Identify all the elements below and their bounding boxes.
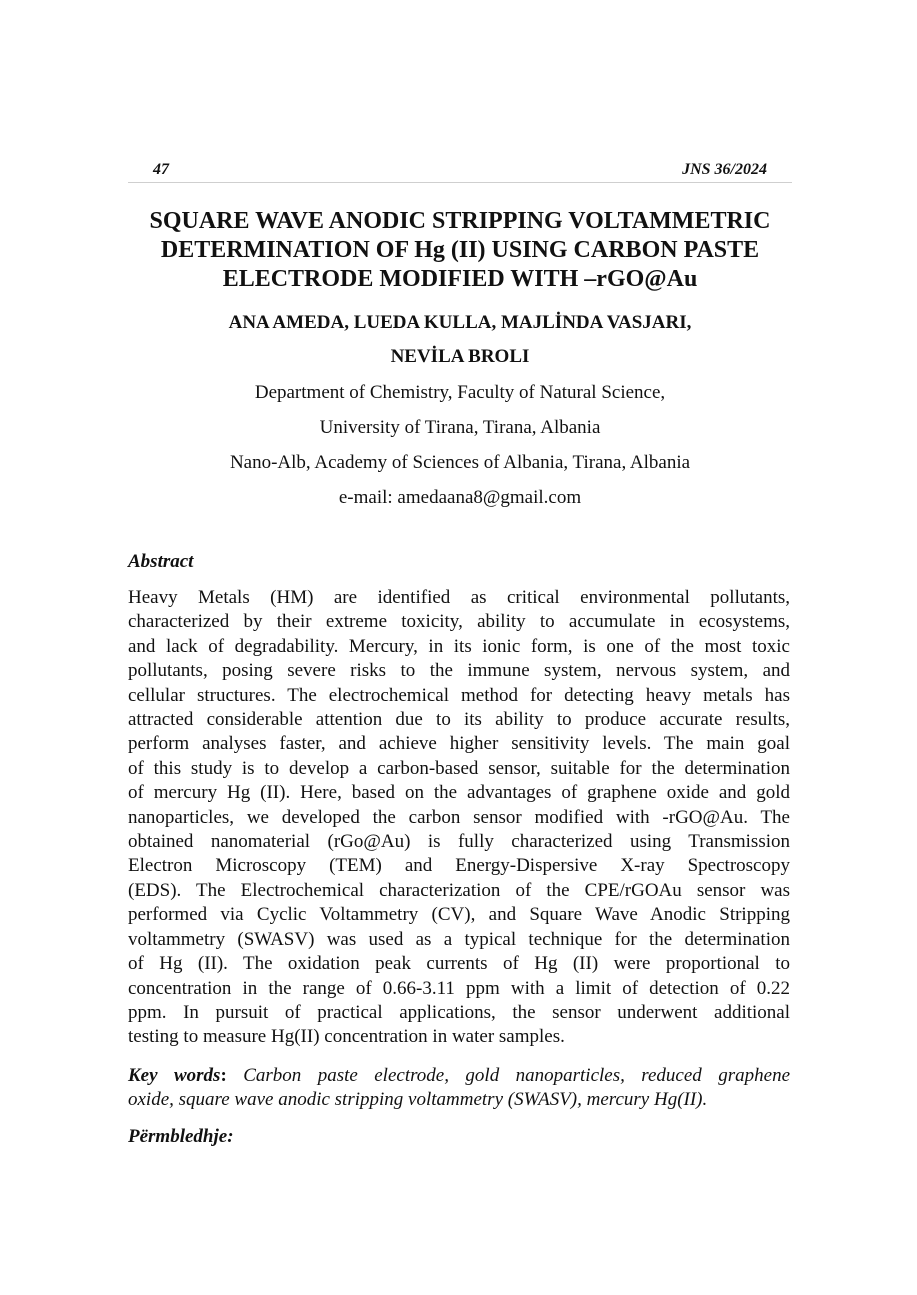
keywords-block: [128, 1064, 790, 1113]
abstract-line: performed via Cyclic Voltammetry (CV), and Square Wave Anodic Stripping: [128, 904, 790, 926]
title-line: DETERMINATION OF Hg (II) USING CARBON PASTE: [160, 237, 760, 263]
running-header: [128, 160, 792, 183]
abstract-body: [128, 586, 790, 1050]
paper-title: [110, 207, 810, 294]
affiliation-line: Department of Chemistry, Faculty of Natural Science,: [254, 382, 666, 403]
title-line: ELECTRODE MODIFIED WITH –rGO@Au: [222, 266, 698, 292]
affiliation-block: [110, 375, 810, 515]
keywords-label: Key words: [128, 1065, 221, 1086]
journal-issue: JNS 36/2024: [682, 161, 767, 178]
abstract-line: voltammetry (SWASV) was used as a typical technique for the determination: [128, 928, 790, 950]
keywords-text: oxide, square wave anodic stripping voltammetry (SWASV), mercury Hg(II).: [128, 1089, 708, 1111]
abstract-line: cellular structures. The electrochemical method for detecting heavy metals has: [128, 684, 790, 706]
abstract-line: (EDS). The Electrochemical characterization of the CPE/rGOAu sensor was: [128, 879, 790, 901]
affiliation-line: University of Tirana, Tirana, Albania: [319, 417, 601, 438]
keywords-colon: :: [220, 1065, 227, 1086]
abstract-line: characterized by their extreme toxicity, ability to accumulate in ecosystems,: [128, 611, 790, 633]
abstract-line: obtained nanomaterial (rGo@Au) is fully characterized using Transmission: [128, 831, 790, 853]
title-line: SQUARE WAVE ANODIC STRIPPING VOLTAMMETRIC: [149, 208, 771, 234]
abstract-line: ppm. In pursuit of practical applications, the sensor underwent additional: [128, 1001, 790, 1023]
abstract-line: of Hg (II). The oxidation peak currents of Hg (II) were proportional to: [128, 953, 790, 975]
abstract-heading: Abstract: [128, 551, 194, 572]
abstract-line: testing to measure Hg(II) concentration in water samples.: [128, 1026, 565, 1048]
email-line: e-mail: amedaana8@gmail.com: [338, 487, 582, 508]
abstract-line: concentration in the range of 0.66-3.11 ppm with a limit of detection of 0.22: [128, 977, 790, 999]
affiliation-line: Nano-Alb, Academy of Sciences of Albania, Tirana, Albania: [229, 452, 691, 473]
abstract-line: of this study is to develop a carbon-based sensor, suitable for the determination: [128, 757, 790, 779]
author-line: ANA AMEDA, LUEDA KULLA, MAJLİNDA VASJARI,: [228, 312, 692, 333]
author-list: [110, 306, 810, 374]
author-line: NEVİLA BROLI: [390, 346, 530, 367]
abstract-line: pollutants, posing severe risks to the immune system, nervous system, and: [128, 660, 790, 682]
abstract-line: of mercury Hg (II). Here, based on the advantages of graphene oxide and gold: [128, 782, 790, 804]
abstract-line: Heavy Metals (HM) are identified as critical environmental pollutants,: [128, 587, 790, 608]
abstract-line: Electron Microscopy (TEM) and Energy-Dispersive X-ray Spectroscopy: [128, 855, 790, 877]
abstract-line: and lack of degradability. Mercury, in its ionic form, is one of the most toxic: [128, 635, 790, 657]
keywords-text: Carbon paste electrode, gold nanoparticles, reduced graphene: [226, 1065, 790, 1086]
keywords-line: [128, 1064, 790, 1088]
page-number: 47: [153, 161, 169, 178]
summary-heading: Përmbledhje:: [128, 1126, 234, 1147]
abstract-line: attracted considerable attention due to its ability to produce accurate results,: [128, 709, 790, 731]
abstract-line: nanoparticles, we developed the carbon sensor modified with -rGO@Au. The: [128, 806, 790, 828]
abstract-line: perform analyses faster, and achieve higher sensitivity levels. The main goal: [128, 733, 790, 755]
